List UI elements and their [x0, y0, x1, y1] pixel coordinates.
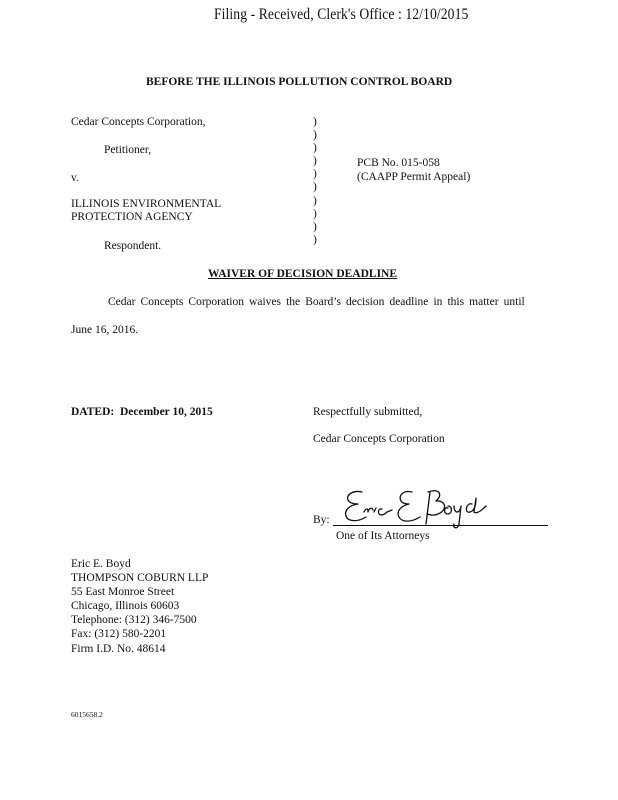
caption-paren: ) [313, 168, 317, 181]
caption-paren: ) [313, 142, 317, 155]
contact-line: Telephone: (312) 346-7500 [71, 614, 197, 627]
contact-line: THOMPSON COBURN LLP [71, 572, 209, 585]
caption-paren: ) [313, 129, 317, 142]
contact-line: 55 East Monroe Street [71, 586, 175, 599]
caption-paren: ) [313, 220, 317, 233]
body-line-1: Cedar Concepts Corporation waives the Board’s decision deadline in this matter until [108, 296, 525, 308]
by-label: By: [313, 514, 330, 526]
caption-paren: ) [313, 116, 317, 128]
respectfully-submitted: Respectfully submitted, [313, 406, 423, 418]
contact-line: Chicago, Illinois 60603 [71, 600, 180, 613]
respondent-name-line2: PROTECTION AGENCY [71, 211, 193, 223]
contact-line: Firm I.D. No. 48614 [71, 642, 166, 655]
filing-stamp: Filing - Received, Clerk's Office : 12/10/2015 [214, 6, 469, 23]
signature-line [333, 525, 548, 526]
case-type: (CAAPP Permit Appeal) [357, 171, 471, 183]
caption-paren: ) [313, 233, 317, 246]
submitting-party: Cedar Concepts Corporation [313, 433, 445, 445]
dated-date: December 10, 2015 [119, 406, 213, 418]
petitioner-role: Petitioner, [104, 144, 152, 156]
contact-line: Eric E. Boyd [71, 558, 131, 570]
contact-line: Fax: (312) 580-2201 [71, 628, 167, 641]
attorney-contact-block [71, 557, 208, 656]
caption-divider [313, 116, 317, 247]
dated-block [71, 406, 213, 418]
document-title: WAIVER OF DECISION DEADLINE [208, 268, 398, 280]
caption-paren: ) [313, 181, 317, 194]
body-line-2: June 16, 2016. [71, 324, 139, 336]
petitioner-name: Cedar Concepts Corporation, [71, 116, 206, 128]
caption-paren: ) [313, 207, 317, 220]
document-id: 6015658.2 [71, 710, 103, 719]
case-number: PCB No. 015-058 [357, 157, 440, 169]
court-heading: BEFORE THE ILLINOIS POLLUTION CONTROL BOARD [146, 76, 453, 88]
respondent-name-line1: ILLINOIS ENVIRONMENTAL [71, 198, 222, 210]
respondent-role: Respondent. [104, 240, 162, 252]
caption-paren: ) [313, 194, 317, 207]
signer-role: One of Its Attorneys [336, 530, 430, 542]
versus-label: v. [71, 172, 79, 184]
caption-paren: ) [313, 155, 317, 168]
dated-label: DATED: [71, 406, 115, 418]
